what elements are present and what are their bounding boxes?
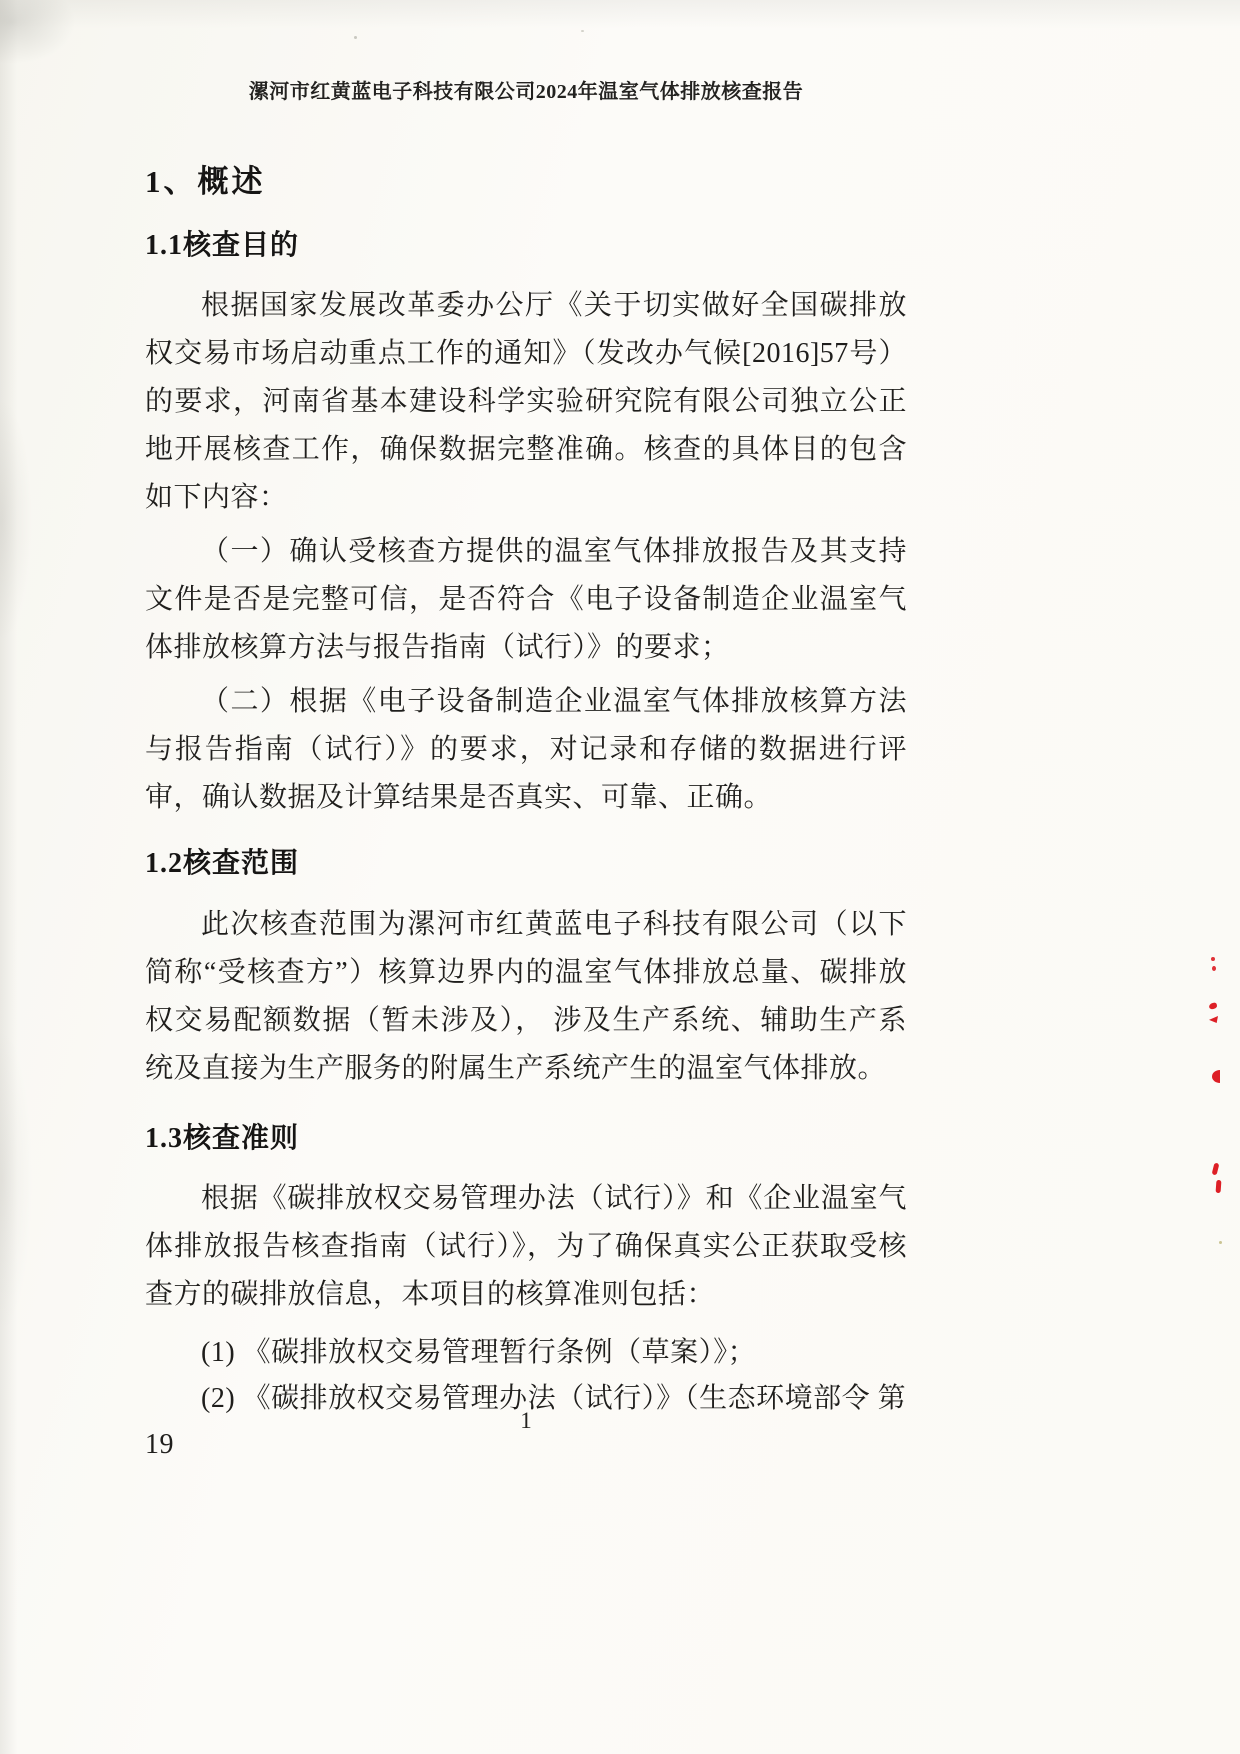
red-ink-mark <box>1209 1016 1218 1023</box>
page-number: 1 <box>520 1408 532 1433</box>
section-heading-1-2: 1.2核查范围 <box>145 848 300 879</box>
red-ink-mark <box>1212 1163 1220 1176</box>
paragraph: （一）确认受核查方提供的温室气体排放报告及其支持文件是否是完整可信，是否符合《电子设备制造企业温室气体排放核算方法与报告指南（试行）》的要求； <box>145 536 907 663</box>
scan-speck <box>581 30 584 32</box>
list-item: (1) 《碳排放权交易管理暂行条例（草案）》； <box>201 1337 757 1368</box>
section-heading-1-3: 1.3核查准则 <box>145 1123 300 1154</box>
red-ink-mark <box>1212 966 1216 971</box>
scan-speck <box>354 36 357 39</box>
section-heading-1-1: 1.1核查目的 <box>145 230 300 261</box>
red-ink-mark <box>1211 957 1215 961</box>
list-item: (2) 《碳排放权交易管理办法（试行）》（生态环境部令 第19 <box>145 1383 907 1460</box>
paragraph: 根据《碳排放权交易管理办法（试行）》和《企业温室气体排放报告核查指南（试行）》，为了确保真实公正获取受核查方的碳排放信息，本项目的核算准则包括： <box>145 1183 907 1310</box>
page-content <box>145 0 907 1468</box>
red-ink-mark <box>1208 1002 1217 1010</box>
red-ink-mark <box>1216 1180 1222 1193</box>
chapter-heading: 1、概述 <box>145 164 266 199</box>
paragraph: （二）根据《电子设备制造企业温室气体排放核算方法与报告指南（试行）》的要求，对记录和存储的数据进行评审，确认数据及计算结果是否真实、可靠、正确。 <box>145 686 907 813</box>
paragraph: 此次核查范围为漯河市红黄蓝电子科技有限公司（以下简称“受核查方”）核算边界内的温室气体排放总量、碳排放权交易配额数据（暂未涉及）， 涉及生产系统、辅助生产系统及直接为生产服务的附属生产系统产生的温室气体排放。 <box>145 909 907 1084</box>
red-ink-mark <box>1212 1070 1220 1083</box>
scan-speck <box>1219 1241 1222 1244</box>
running-header: 漯河市红黄蓝电子科技有限公司2024年温室气体排放核查报告 <box>248 81 804 103</box>
paragraph: 根据国家发展改革委办公厅《关于切实做好全国碳排放权交易市场启动重点工作的通知》（发改办气候[2016]57号）的要求，河南省基本建设科学实验研究院有限公司独立公正地开展核查工作，确保数据完整准确。核查的具体目的包含如下内容： <box>145 290 907 513</box>
